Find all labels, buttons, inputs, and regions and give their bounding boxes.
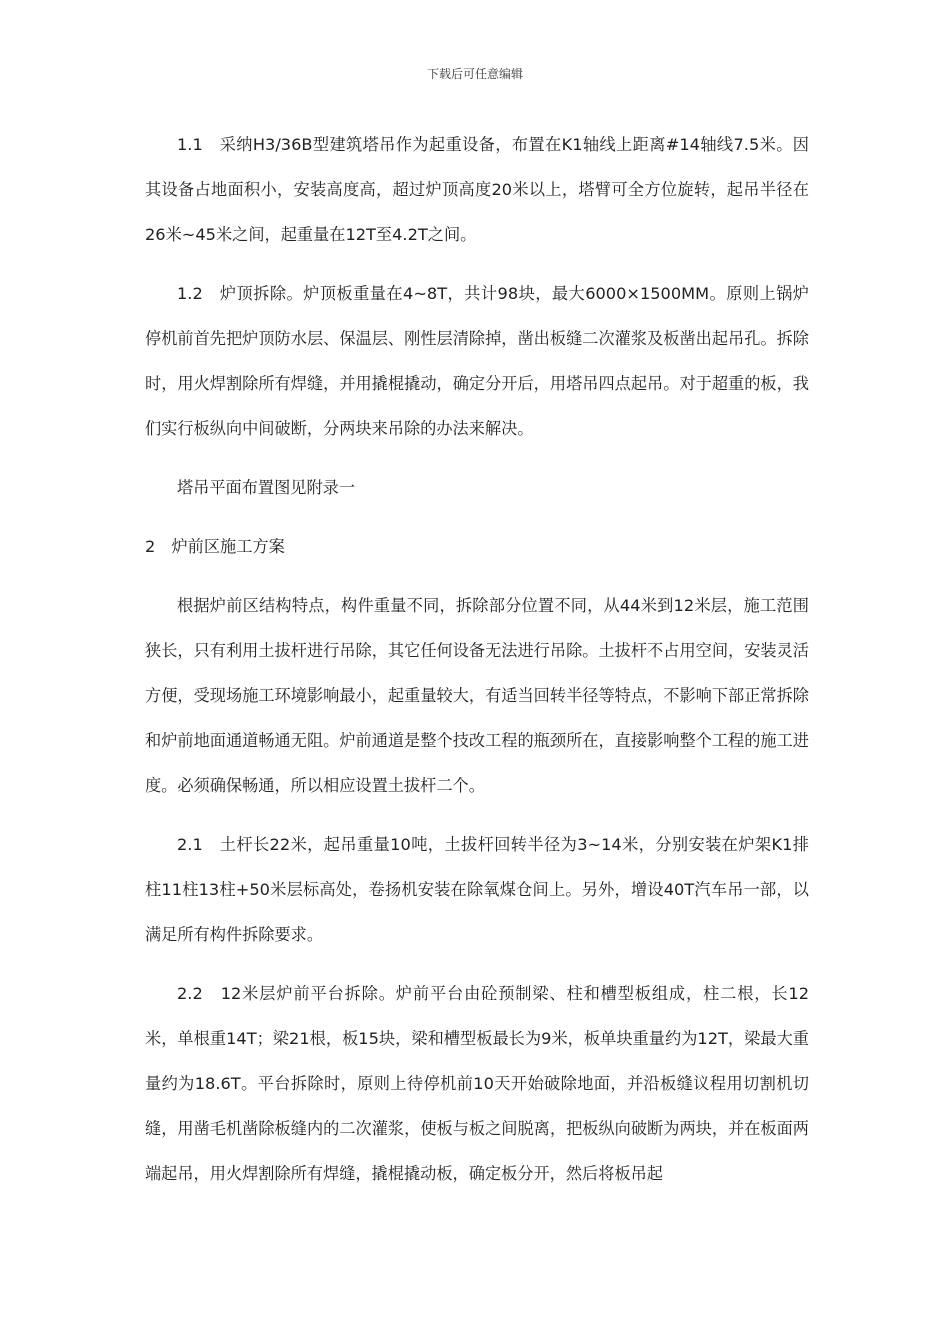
header-note: 下载后可任意编辑: [426, 67, 523, 81]
document-body: [145, 122, 809, 1210]
paragraph-2-2: 2.2 12米层炉前平台拆除。炉前平台由砼预制梁、柱和槽型板组成，柱二根，长12米，单根重14T；梁21根，板15块，梁和槽型板最长为9米，板单块重量约为12T，梁最大重量约为18.6T。平台拆除时，原则上待停机前10天开始破除地面，并沿板缝议程用切割机切缝，用凿毛机凿除板缝内的二次灌浆，使板与板之间脱离，把板纵向破断为两块，并在板面两端起吊，用火焊割除所有焊缝，撬棍撬动板，确定板分开，然后将板吊起: [145, 984, 809, 1183]
paragraph-1-2: 1.2 炉顶拆除。炉顶板重量在4~8T，共计98块，最大6000×1500MM。原则上锅炉停机前首先把炉顶防水层、保温层、刚性层清除掉，凿出板缝二次灌浆及板凿出起吊孔。拆除时，用火焊割除所有焊缝，并用撬棍撬动，确定分开后，用塔吊四点起吊。对于超重的板，我们实行板纵向中间破断，分两块来吊除的办法来解决。: [145, 284, 809, 438]
paragraph-2-intro: 根据炉前区结构特点，构件重量不同，拆除部分位置不同，从44米到12米层，施工范围狭长，只有利用土拔杆进行吊除，其它任何设备无法进行吊除。土拔杆不占用空间，安装灵活方便，受现场施工环境影响最小，起重量较大，有适当回转半径等特点，不影响下部正常拆除和炉前地面通道畅通无阻。炉前通道是整个技改工程的瓶颈所在，直接影响整个工程的施工进度。必须确保畅通，所以相应设置土拔杆二个。: [145, 596, 809, 795]
paragraph-2-1: 2.1 土杆长22米，起吊重量10吨，土拔杆回转半径为3~14米，分别安装在炉架K1排柱11柱13柱+50米层标高处，卷扬机安装在除氧煤仓间上。另外，增设40T汽车吊一部，以满足所有构件拆除要求。: [145, 835, 809, 944]
paragraph-1-1: 1.1 采纳H3/36B型建筑塔吊作为起重设备，布置在K1轴线上距离#14轴线7.5米。因其设备占地面积小，安装高度高，超过炉顶高度20米以上，塔臂可全方位旋转，起吊半径在26米~45米之间，起重量在12T至4.2T之间。: [145, 135, 809, 244]
section-heading-2: 2 炉前区施工方案: [145, 537, 285, 556]
appendix-reference: 塔吊平面布置图见附录一: [177, 478, 356, 497]
